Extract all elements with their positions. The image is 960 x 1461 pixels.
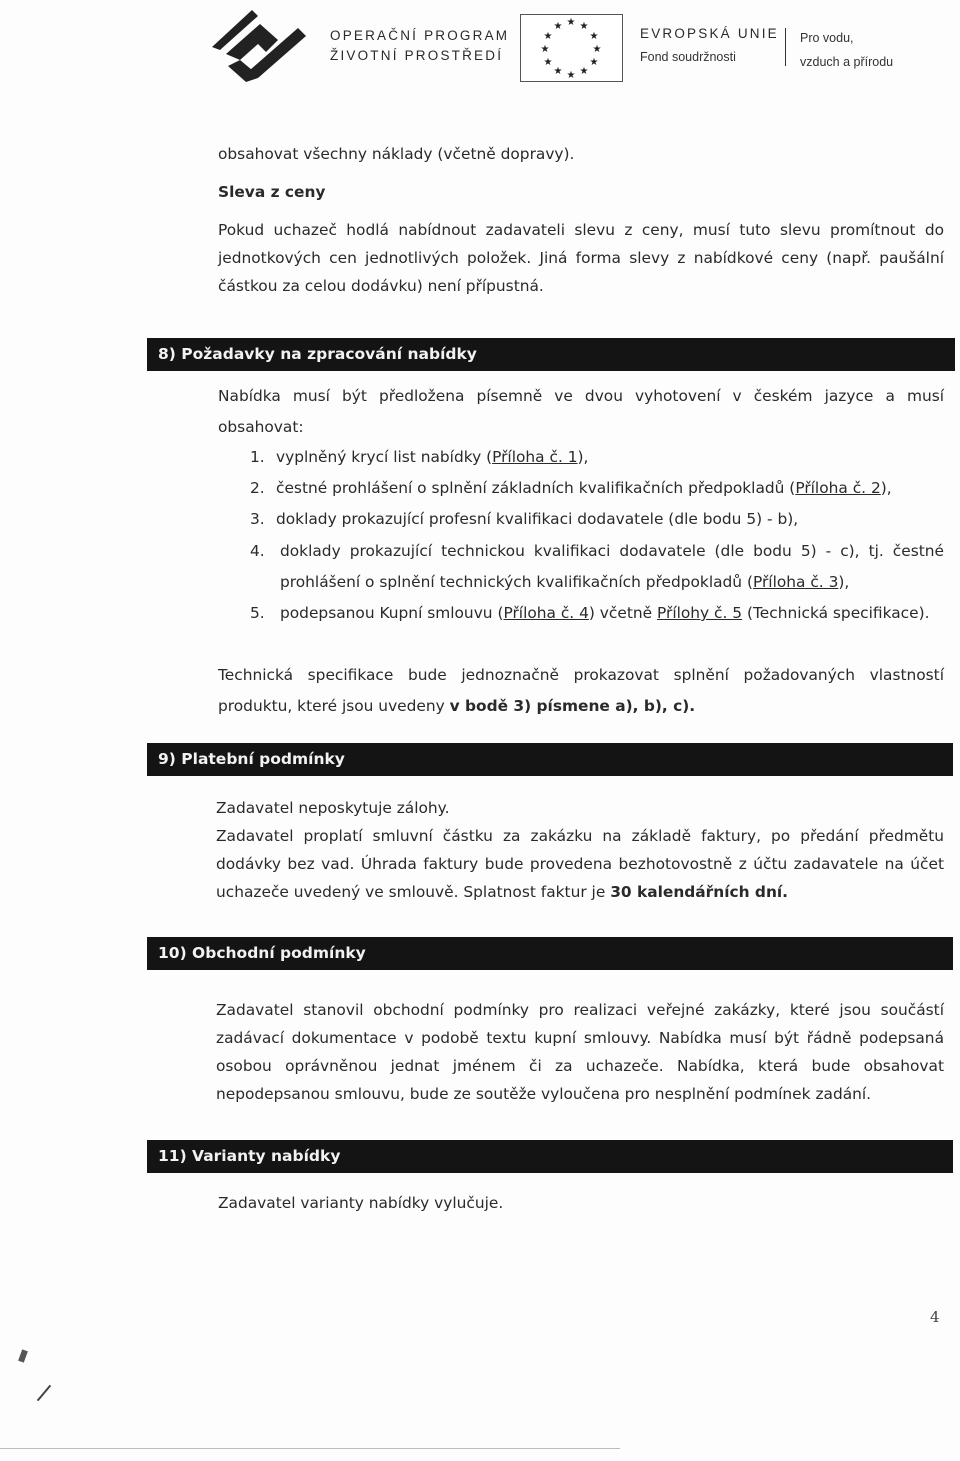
eu-subtitle: Fond soudržnosti	[640, 50, 736, 64]
list-item	[250, 474, 950, 502]
list-item-mid: ) včetně	[588, 604, 657, 622]
section-8-intro: Nabídka musí být předložena písemně ve dvou vyhotovení v českém jazyce a musí obsahovat:	[218, 387, 944, 436]
attachment-link[interactable]: Příloha č. 3	[752, 573, 839, 591]
attachment-link[interactable]: Příloha č. 1	[492, 448, 578, 466]
svg-text:★: ★	[543, 57, 553, 68]
section-8-header: 8) Požadavky na zpracování nabídky	[147, 338, 955, 371]
section-8-closing	[218, 660, 944, 722]
program-line2: ŽIVOTNÍ PROSTŘEDÍ	[330, 48, 504, 63]
slogan-line2: vzduch a přírodu	[800, 55, 894, 69]
opzp-logo-icon	[206, 6, 310, 88]
section-9-text	[216, 822, 944, 906]
payment-text: Zadavatel proplatí smluvní částku za zakázku na základě faktury, po předání předmětu dodávky bez vad. Úhrada faktury bude provedena bezhotovostně z účtu zadavatele na účet uchazeče uvedený ve smlouvě. Splatnost faktur je	[216, 827, 944, 901]
list-item	[250, 505, 950, 533]
svg-text:★: ★	[566, 17, 576, 28]
intro-line: obsahovat všechny náklady (včetně dopravy).	[218, 145, 575, 163]
svg-text:★: ★	[589, 57, 599, 68]
scan-mark	[37, 1385, 51, 1402]
closing-bold: v bodě 3) písmene a), b), c).	[449, 697, 696, 715]
list-item-number: 2.	[250, 479, 265, 497]
slogan-line1: Pro vodu,	[800, 31, 854, 45]
discount-text: Pokud uchazeč hodlá nabídnout zadavateli slevu z ceny, musí tuto slevu promítnout do jednotkových cen jednotlivých položek. Jiná forma slevy z nabídkové ceny (např. paušální částkou za celou dodávku) není přípustná.	[218, 221, 944, 295]
list-item	[250, 598, 944, 629]
program-title	[330, 26, 509, 66]
list-item-suffix: (Technická specifikace).	[742, 604, 930, 622]
list-item-text: čestné prohlášení o splnění základních kvalifikačních předpokladů (	[276, 479, 796, 497]
svg-text:★: ★	[540, 44, 550, 55]
scan-mark	[18, 1349, 28, 1362]
list-item-text: vyplněný krycí list nabídky (	[276, 448, 493, 466]
section-11-header: 11) Varianty nabídky	[147, 1140, 953, 1173]
eu-flag-icon	[520, 14, 623, 82]
closing-text: Technická specifikace bude jednoznačně prokazovat splnění požadovaných vlastností produktu, které jsou uvedeny	[218, 666, 944, 715]
payment-bold: 30 kalendářních dní.	[610, 883, 789, 901]
list-item-number: 1.	[250, 448, 265, 466]
svg-text:★: ★	[592, 44, 602, 55]
list-item-number: 3.	[250, 510, 265, 528]
discount-heading: Sleva z ceny	[218, 183, 326, 201]
eu-title: EVROPSKÁ UNIE	[640, 26, 779, 41]
attachment-link[interactable]: Přílohy č. 5	[656, 604, 743, 622]
page-number: 4	[930, 1308, 940, 1326]
section-9-line1: Zadavatel neposkytuje zálohy.	[216, 799, 450, 817]
scan-edge-line	[0, 1448, 620, 1449]
svg-text:★: ★	[543, 31, 553, 42]
attachment-link[interactable]: Příloha č. 2	[795, 479, 881, 497]
list-item-text: doklady prokazující technickou kvalifikaci dodavatele (dle bodu 5) - c), tj. čestné prohlášení o splnění technických kvalifikačních předpokladů (	[280, 542, 944, 591]
svg-text:★: ★	[553, 66, 563, 77]
svg-text:★: ★	[579, 66, 589, 77]
section-9-header: 9) Platební podmínky	[147, 743, 953, 776]
section-10-text: Zadavatel stanovil obchodní podmínky pro realizaci veřejné zakázky, které jsou součástí zadávací dokumentace v podobě textu kupní smlouvy. Nabídka musí být řádně podepsaná osobou oprávněnou jednat jménem či za uchazeče. Nabídka, která bude obsahovat nepodepsanou smlouvu, bude ze soutěže vyloučena pro nesplnění podmínek zadání.	[216, 1001, 944, 1103]
program-line1: OPERAČNÍ PROGRAM	[330, 28, 510, 43]
section-10-header: 10) Obchodní podmínky	[147, 937, 953, 970]
svg-text:★: ★	[579, 21, 589, 32]
slogan	[800, 26, 893, 74]
list-item	[250, 536, 944, 598]
svg-text:★: ★	[589, 31, 599, 42]
list-item	[250, 443, 950, 471]
header-divider	[785, 28, 786, 66]
list-item-number: 4.	[250, 542, 265, 560]
section-11-text: Zadavatel varianty nabídky vylučuje.	[218, 1194, 504, 1212]
list-item-suffix: ),	[880, 479, 892, 497]
list-item-number: 5.	[250, 604, 265, 622]
attachment-link[interactable]: Příloha č. 4	[503, 604, 589, 622]
list-item-suffix: ),	[577, 448, 589, 466]
list-item-suffix: ),	[838, 573, 850, 591]
svg-text:★: ★	[553, 21, 563, 32]
list-item-text: doklady prokazující profesní kvalifikaci dodavatele (dle bodu 5) - b),	[276, 510, 799, 528]
list-item-text: podepsanou Kupní smlouvu (	[280, 604, 504, 622]
svg-text:★: ★	[566, 70, 576, 81]
